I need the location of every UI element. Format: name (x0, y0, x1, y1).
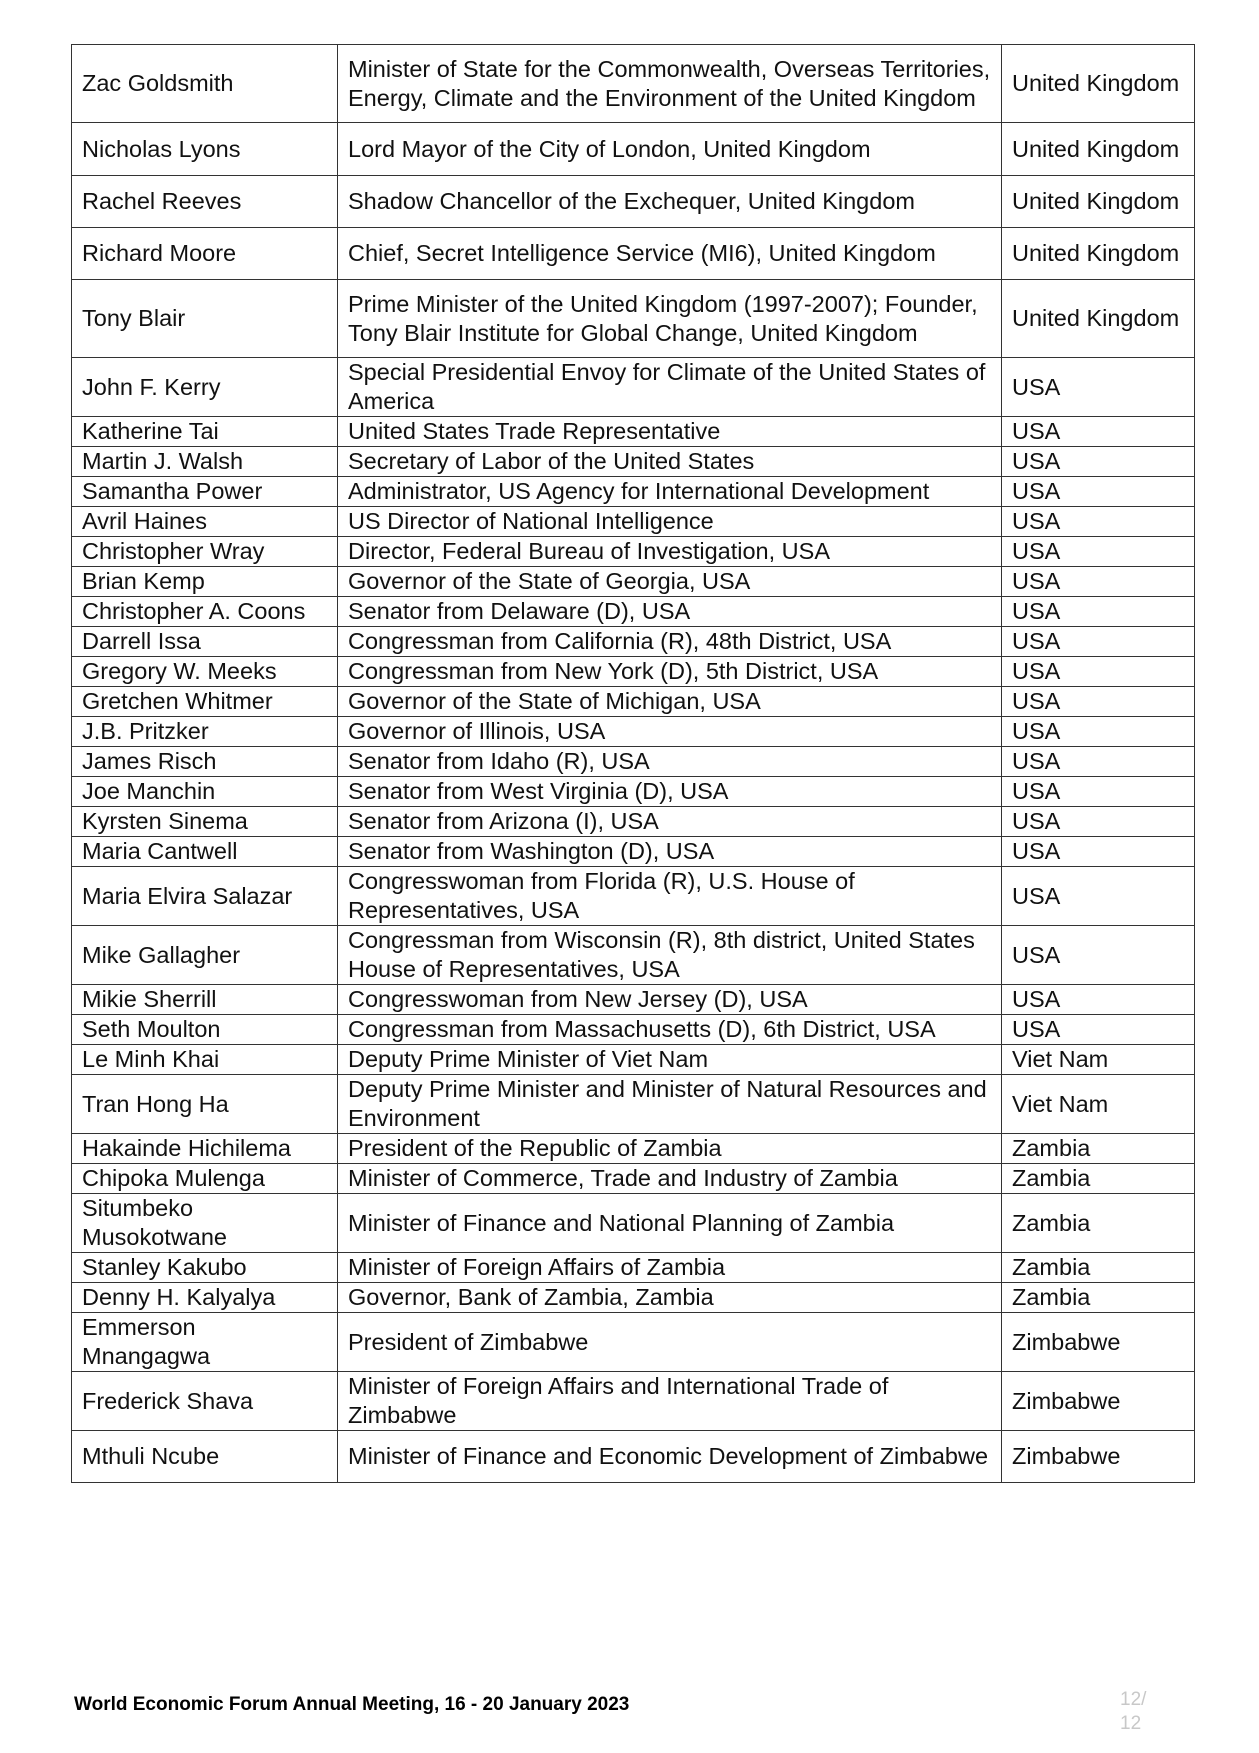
participant-role-cell: Governor, Bank of Zambia, Zambia (338, 1283, 1002, 1313)
participant-name-cell: Le Minh Khai (72, 1045, 338, 1075)
participant-role-cell: Congresswoman from Florida (R), U.S. House of Representatives, USA (338, 867, 1002, 926)
table-row (72, 228, 1195, 280)
participant-name-cell: Christopher A. Coons (72, 597, 338, 627)
participant-country-cell: Zambia (1002, 1164, 1195, 1194)
participant-role-cell: Lord Mayor of the City of London, United Kingdom (338, 123, 1002, 176)
participant-role-cell: Prime Minister of the United Kingdom (1997-2007); Founder, Tony Blair Institute for Global Change, United Kingdom (338, 280, 1002, 358)
participant-name-cell: Gregory W. Meeks (72, 657, 338, 687)
participant-role-cell: Minister of State for the Commonwealth, Overseas Territories, Energy, Climate and the Environment of the United Kingdom (338, 45, 1002, 123)
participant-name-cell: Mthuli Ncube (72, 1431, 338, 1483)
participant-country-cell: USA (1002, 447, 1195, 477)
participant-role-cell: Minister of Commerce, Trade and Industry of Zambia (338, 1164, 1002, 1194)
participant-country-cell: USA (1002, 657, 1195, 687)
participant-role-cell: Minister of Foreign Affairs of Zambia (338, 1253, 1002, 1283)
table-row (72, 417, 1195, 447)
participant-name-cell: Tran Hong Ha (72, 1075, 338, 1134)
participant-role-cell: United States Trade Representative (338, 417, 1002, 447)
table-row (72, 837, 1195, 867)
participant-role-cell: Governor of the State of Georgia, USA (338, 567, 1002, 597)
participant-name-cell: Frederick Shava (72, 1372, 338, 1431)
participant-country-cell: USA (1002, 807, 1195, 837)
participant-name-cell: Gretchen Whitmer (72, 687, 338, 717)
participant-role-cell: President of Zimbabwe (338, 1313, 1002, 1372)
participant-role-cell: Congresswoman from New Jersey (D), USA (338, 985, 1002, 1015)
participant-role-cell: Congressman from California (R), 48th District, USA (338, 627, 1002, 657)
participant-name-cell: Katherine Tai (72, 417, 338, 447)
table-row (72, 807, 1195, 837)
participant-country-cell: USA (1002, 747, 1195, 777)
participant-country-cell: Zambia (1002, 1253, 1195, 1283)
participant-name-cell: Darrell Issa (72, 627, 338, 657)
table-row (72, 477, 1195, 507)
participant-name-cell: Maria Elvira Salazar (72, 867, 338, 926)
table-row (72, 447, 1195, 477)
participant-role-cell: Minister of Finance and Economic Development of Zimbabwe (338, 1431, 1002, 1483)
participant-role-cell: Director, Federal Bureau of Investigation, USA (338, 537, 1002, 567)
table-row (72, 280, 1195, 358)
participant-role-cell: Governor of Illinois, USA (338, 717, 1002, 747)
table-row (72, 1372, 1195, 1431)
participant-name-cell: Chipoka Mulenga (72, 1164, 338, 1194)
participant-role-cell: Deputy Prime Minister and Minister of Natural Resources and Environment (338, 1075, 1002, 1134)
table-row (72, 1015, 1195, 1045)
participant-country-cell: USA (1002, 1015, 1195, 1045)
participant-role-cell: Congressman from Massachusetts (D), 6th District, USA (338, 1015, 1002, 1045)
participant-role-cell: Shadow Chancellor of the Exchequer, United Kingdom (338, 176, 1002, 228)
participant-country-cell: Zimbabwe (1002, 1431, 1195, 1483)
participant-country-cell: USA (1002, 985, 1195, 1015)
participant-name-cell: John F. Kerry (72, 358, 338, 417)
participant-name-cell: Rachel Reeves (72, 176, 338, 228)
participant-role-cell: Minister of Foreign Affairs and International Trade of Zimbabwe (338, 1372, 1002, 1431)
table-row (72, 657, 1195, 687)
participant-country-cell: USA (1002, 537, 1195, 567)
participant-name-cell: Seth Moulton (72, 1015, 338, 1045)
participants-table-body (72, 45, 1195, 1483)
participant-name-cell: Maria Cantwell (72, 837, 338, 867)
table-row (72, 1075, 1195, 1134)
table-row (72, 1431, 1195, 1483)
participant-name-cell: Kyrsten Sinema (72, 807, 338, 837)
participant-country-cell: USA (1002, 926, 1195, 985)
participant-name-cell: James Risch (72, 747, 338, 777)
table-row (72, 537, 1195, 567)
footer-title: World Economic Forum Annual Meeting, 16 - 20 January 2023 (74, 1694, 630, 1715)
participant-role-cell: Senator from West Virginia (D), USA (338, 777, 1002, 807)
participant-role-cell: Congressman from Wisconsin (R), 8th district, United States House of Representatives, USA (338, 926, 1002, 985)
table-row (72, 1313, 1195, 1372)
participant-country-cell: United Kingdom (1002, 123, 1195, 176)
participant-role-cell: Special Presidential Envoy for Climate of the United States of America (338, 358, 1002, 417)
participant-name-cell: Stanley Kakubo (72, 1253, 338, 1283)
participant-name-cell: Samantha Power (72, 477, 338, 507)
participant-country-cell: Zimbabwe (1002, 1372, 1195, 1431)
participant-name-cell: Denny H. Kalyalya (72, 1283, 338, 1313)
participant-country-cell: USA (1002, 507, 1195, 537)
table-row (72, 358, 1195, 417)
participant-country-cell: Viet Nam (1002, 1075, 1195, 1134)
participant-name-cell: Emmerson Mnangagwa (72, 1313, 338, 1372)
table-row (72, 1164, 1195, 1194)
participant-country-cell: Zimbabwe (1002, 1313, 1195, 1372)
participant-country-cell: USA (1002, 358, 1195, 417)
table-row (72, 597, 1195, 627)
participant-role-cell: Secretary of Labor of the United States (338, 447, 1002, 477)
table-row (72, 687, 1195, 717)
participant-country-cell: USA (1002, 627, 1195, 657)
participant-country-cell: USA (1002, 717, 1195, 747)
participant-country-cell: Viet Nam (1002, 1045, 1195, 1075)
participants-table (71, 44, 1195, 1483)
table-row (72, 123, 1195, 176)
table-row (72, 567, 1195, 597)
participant-role-cell: Congressman from New York (D), 5th District, USA (338, 657, 1002, 687)
participant-name-cell: Mike Gallagher (72, 926, 338, 985)
participant-country-cell: USA (1002, 477, 1195, 507)
participant-role-cell: US Director of National Intelligence (338, 507, 1002, 537)
participant-country-cell: USA (1002, 777, 1195, 807)
participant-name-cell: Avril Haines (72, 507, 338, 537)
table-row (72, 1253, 1195, 1283)
table-row (72, 1134, 1195, 1164)
participant-role-cell: President of the Republic of Zambia (338, 1134, 1002, 1164)
participant-name-cell: Mikie Sherrill (72, 985, 338, 1015)
table-row (72, 507, 1195, 537)
participant-country-cell: United Kingdom (1002, 280, 1195, 358)
participant-country-cell: United Kingdom (1002, 176, 1195, 228)
participant-role-cell: Minister of Finance and National Planning of Zambia (338, 1194, 1002, 1253)
participant-name-cell: Joe Manchin (72, 777, 338, 807)
participant-role-cell: Governor of the State of Michigan, USA (338, 687, 1002, 717)
participant-role-cell: Senator from Idaho (R), USA (338, 747, 1002, 777)
participant-name-cell: Brian Kemp (72, 567, 338, 597)
participant-country-cell: Zambia (1002, 1134, 1195, 1164)
table-row (72, 867, 1195, 926)
table-row (72, 176, 1195, 228)
participant-name-cell: Hakainde Hichilema (72, 1134, 338, 1164)
table-row (72, 717, 1195, 747)
participant-country-cell: USA (1002, 867, 1195, 926)
table-row (72, 1194, 1195, 1253)
participant-name-cell: Martin J. Walsh (72, 447, 338, 477)
table-row (72, 1045, 1195, 1075)
participant-country-cell: USA (1002, 567, 1195, 597)
participant-country-cell: USA (1002, 597, 1195, 627)
participant-name-cell: Situmbeko Musokotwane (72, 1194, 338, 1253)
participant-name-cell: Christopher Wray (72, 537, 338, 567)
participant-country-cell: USA (1002, 837, 1195, 867)
participant-name-cell: Zac Goldsmith (72, 45, 338, 123)
participant-role-cell: Senator from Delaware (D), USA (338, 597, 1002, 627)
table-row (72, 627, 1195, 657)
participant-name-cell: Nicholas Lyons (72, 123, 338, 176)
participant-country-cell: Zambia (1002, 1283, 1195, 1313)
participant-role-cell: Deputy Prime Minister of Viet Nam (338, 1045, 1002, 1075)
participant-name-cell: Richard Moore (72, 228, 338, 280)
participant-role-cell: Senator from Arizona (I), USA (338, 807, 1002, 837)
participant-country-cell: USA (1002, 687, 1195, 717)
table-row (72, 45, 1195, 123)
participant-country-cell: United Kingdom (1002, 45, 1195, 123)
table-row (72, 1283, 1195, 1313)
table-row (72, 747, 1195, 777)
participant-role-cell: Chief, Secret Intelligence Service (MI6), United Kingdom (338, 228, 1002, 280)
table-row (72, 985, 1195, 1015)
participant-name-cell: Tony Blair (72, 280, 338, 358)
participant-country-cell: United Kingdom (1002, 228, 1195, 280)
participant-role-cell: Administrator, US Agency for International Development (338, 477, 1002, 507)
table-row (72, 777, 1195, 807)
table-row (72, 926, 1195, 985)
participant-country-cell: USA (1002, 417, 1195, 447)
page-number: 12/ 12 (1120, 1689, 1147, 1734)
participant-role-cell: Senator from Washington (D), USA (338, 837, 1002, 867)
participant-name-cell: J.B. Pritzker (72, 717, 338, 747)
participant-country-cell: Zambia (1002, 1194, 1195, 1253)
